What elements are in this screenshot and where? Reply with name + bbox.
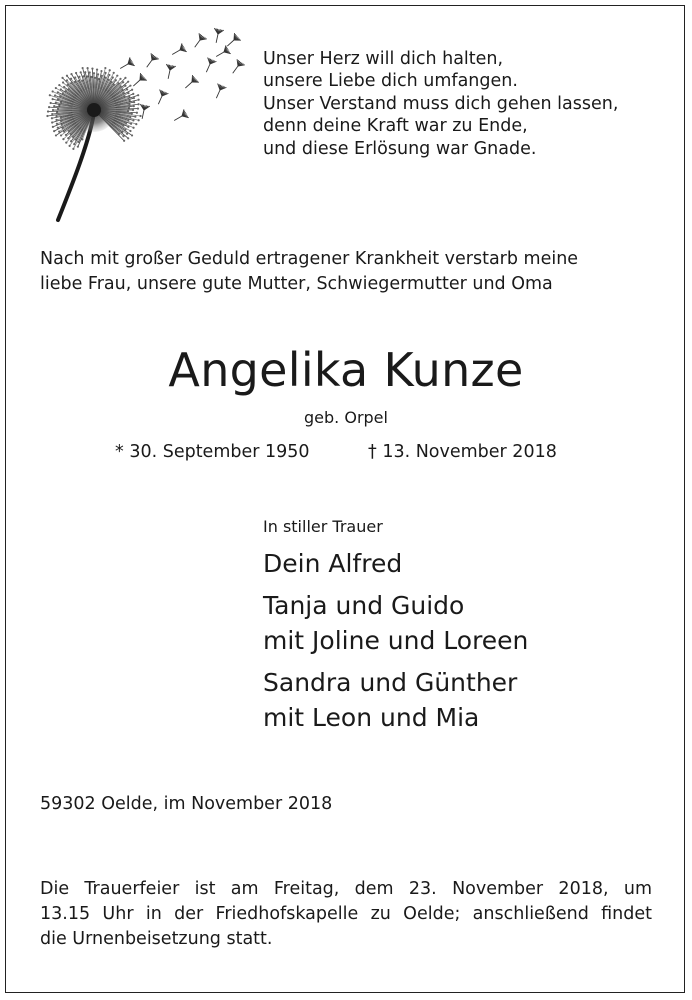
dandelion-icon bbox=[20, 20, 250, 230]
deceased-name: Angelika Kunze bbox=[168, 343, 524, 397]
funeral-info bbox=[40, 877, 652, 952]
birth-date: * 30. September 1950 bbox=[115, 442, 310, 462]
place-date: 59302 Oelde, im November 2018 bbox=[40, 794, 333, 814]
poem-line: denn deine Kraft war zu Ende, bbox=[263, 116, 528, 137]
mourner-line: mit Leon und Mia bbox=[263, 703, 480, 732]
poem-line: Unser Verstand muss dich gehen lassen, bbox=[263, 93, 619, 114]
poem-line: Unser Herz will dich halten, bbox=[263, 49, 504, 69]
intro-text bbox=[40, 247, 578, 297]
mourner-line: mit Joline und Loreen bbox=[263, 626, 529, 655]
mourner-line: Tanja und Guido bbox=[263, 591, 465, 620]
maiden-name: geb. Orpel bbox=[304, 408, 388, 427]
intro-line: liebe Frau, unsere gute Mutter, Schwiegermutter und Oma bbox=[40, 274, 553, 294]
death-date: † 13. November 2018 bbox=[368, 442, 557, 462]
mourner-line: Dein Alfred bbox=[263, 549, 403, 578]
poem bbox=[263, 48, 618, 160]
poem-line: und diese Erlösung war Gnade. bbox=[263, 138, 537, 159]
mourning-heading: In stiller Trauer bbox=[263, 517, 383, 536]
funeral-line: Die Trauerfeier ist am Freitag, dem 23. November 2018, um bbox=[40, 879, 652, 899]
funeral-line: die Urnenbeisetzung statt. bbox=[40, 929, 273, 949]
intro-line: Nach mit großer Geduld ertragener Krankheit verstarb meine bbox=[40, 249, 579, 269]
funeral-line: 13.15 Uhr in der Friedhofskapelle zu Oelde; anschließend findet bbox=[40, 904, 652, 924]
poem-line: unsere Liebe dich umfangen. bbox=[263, 71, 518, 92]
mourner-line: Sandra und Günther bbox=[263, 668, 518, 697]
